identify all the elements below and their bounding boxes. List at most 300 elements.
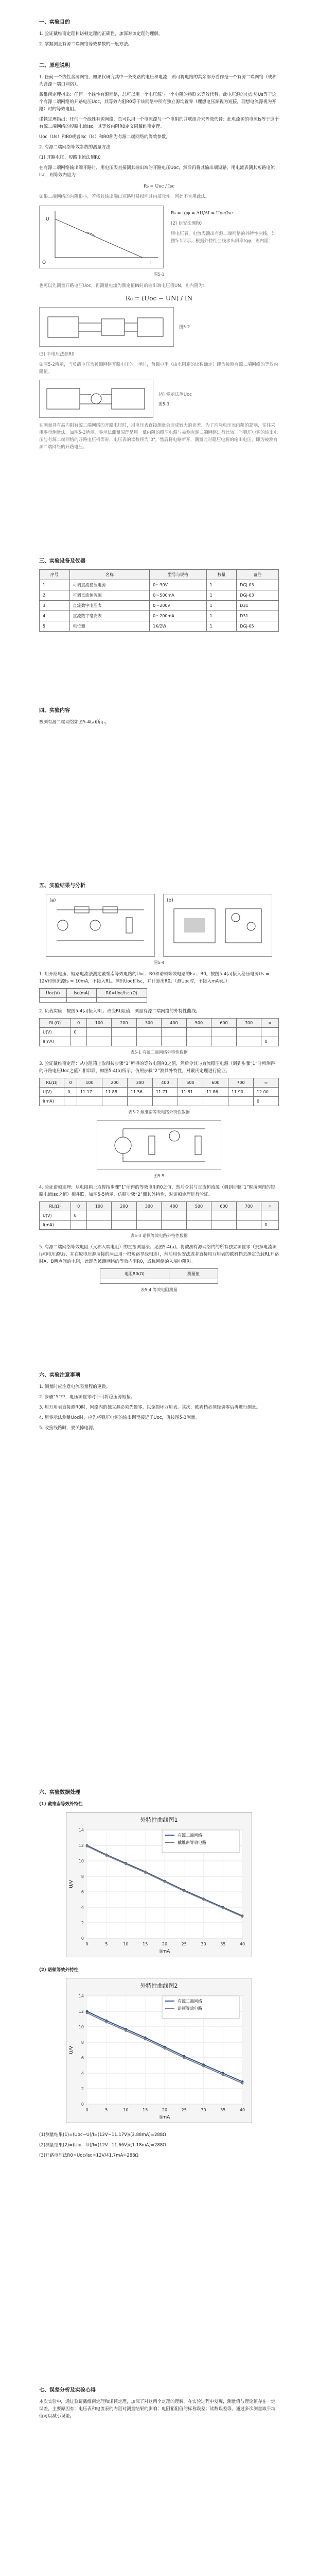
y-tick-label: 0 [81, 1936, 84, 1941]
table-cell [203, 1097, 228, 1106]
table-5-3 [39, 1201, 279, 1230]
section-4 [39, 706, 279, 729]
table-cell [86, 1028, 112, 1037]
table-header: 型号与规格 [150, 570, 206, 580]
series-point-1 [144, 1871, 147, 1874]
load-box [137, 318, 163, 336]
table-cell [211, 1211, 237, 1221]
section-title: 七、误差分析及实验心得 [39, 2387, 96, 2393]
paragraph: 4. 用零示法测量Uoc时，应先将稳压电源的输出调至接近于Uoc，再按图5-3测量。 [39, 1415, 200, 1420]
paragraph: 如图5-2所示，当负载电压为被测网络开路电压的一半时，负载电阻（由电阻箱的读数确定）即为被测有源二端网络的等效内阻值。 [39, 362, 278, 375]
figure-5-1 [39, 206, 164, 268]
table-caption: 表5-2 戴维南等效电路外特性数据 [128, 1110, 190, 1114]
table-cell: I(mA) [40, 1221, 71, 1230]
series-point-1 [105, 2021, 108, 2024]
table-header: 100 [86, 1202, 112, 1211]
table-cell [152, 1097, 178, 1106]
paragraph: 用电压表、电流表测出有源二端网络的外特性曲线，如图5-1所示。根据外特性曲线求出斜率tgφ，则内阻： [171, 231, 276, 244]
formula-tangent: R₀ = tgφ = ΔU/ΔI = Uoc/Isc [171, 211, 233, 216]
series-point-1 [222, 1907, 224, 1909]
table-header: 300 [127, 1078, 152, 1088]
formula-r0: R₀ = Uoc / Isc [143, 184, 175, 189]
table-cell: 4 [40, 611, 70, 621]
section-5 [39, 881, 279, 1298]
table-cell [112, 1037, 137, 1046]
chart-subtitle: (2) 诺顿等效外特性 [39, 1968, 79, 1973]
x-tick-label: 10 [123, 1942, 129, 1946]
figure-5-4a [46, 894, 155, 957]
table-header: 名称 [69, 570, 150, 580]
table-cell [228, 1097, 253, 1106]
paragraph: (2) 伏安法测R0 [171, 221, 202, 226]
y-tick-label: 2 [81, 2087, 84, 2091]
internal-resistor [149, 1136, 155, 1155]
table-cell [64, 1097, 77, 1106]
table-cell: 1 [206, 611, 237, 621]
series-point-1 [202, 1899, 205, 1901]
y-tick-label: 6 [81, 1890, 84, 1894]
x-tick-label: 20 [162, 1942, 168, 1946]
table-header: 200 [112, 1202, 137, 1211]
table-cell [186, 1221, 211, 1230]
meter-box [101, 319, 125, 335]
table-header: RL(Ω) [40, 1019, 71, 1028]
paragraph: 1. 用开路电压、短路电流法测定戴维南等效电路的Uoc、R0和诺顿等效电路的Isc、R0。按图5-4(a)接入稳压电源Us = 12V和恒流源Is = 10mA，不接入RL。测出Uoc和Isc，并计算出R0。（测Uoc时，不接入mA表。） [39, 972, 270, 984]
paragraph: (3) 半电压法测R0 [39, 352, 75, 357]
table-cell [211, 1221, 237, 1230]
table-cell: 11.71 [152, 1088, 178, 1097]
table-cell [136, 1211, 162, 1221]
figure-5-5 [97, 1120, 221, 1170]
voltage-source [58, 920, 68, 930]
x-tick-label: 5 [105, 2108, 108, 2112]
table-cell: 5 [40, 621, 70, 632]
table-cell [186, 1211, 211, 1221]
table-cell [236, 1221, 261, 1230]
section-line: 2. 掌握测量有源二端网络等效参数的一般方法。 [39, 42, 132, 47]
table-header: 500 [186, 1202, 211, 1211]
table-header: 200 [102, 1078, 127, 1088]
paragraph: 3. 用万用表直接测R0时，网络内的独立源必须先置零，以免损坏万用表。其次，欧姆档必须经调零后再进行测量。 [39, 1405, 261, 1410]
table-open-short [39, 988, 147, 1003]
voltmeter [91, 394, 101, 404]
series-point-1 [164, 2047, 166, 2050]
series-point-1 [125, 1863, 127, 1866]
x-tick-label: 30 [201, 1942, 206, 1946]
table-header: 700 [228, 1078, 253, 1088]
table-header: R0=Uoc/Isc (Ω) [96, 989, 147, 998]
table-header: 数量 [206, 570, 237, 580]
series-point-1 [86, 1845, 89, 1848]
table-cell [86, 1221, 112, 1230]
x-tick-label: 20 [162, 2108, 168, 2112]
table-header: 200 [112, 1019, 137, 1028]
paragraph: 在测量具有高内阻有源二端网络的开路电压时，用电压表直接测量会造成较大的误差。为了消除电压表内阻的影响，往往采用零示测量法，如图5-3所示。零示法测量原理是用一低内阻的稳压电源与被测有源二端网络进行比较，当稳压电源的输出电压与有源二端网络的开路电压相等时，电压表的读数将为"0"。然后将电路断开，测量此时稳压电源的输出电压，即为被测有源二端网络的开路电压。 [39, 423, 278, 450]
note-line: (3)开路电压法R0=Uoc/Isc=12V/41.7mA≈288Ω [39, 2153, 139, 2158]
table-row [40, 590, 279, 601]
table-cell: 0～500mA [150, 590, 206, 601]
figure-5-4b [163, 894, 272, 957]
table-cell [136, 1028, 162, 1037]
figure-caption: 图5-2 [179, 325, 190, 329]
figure-label-a: (a) [49, 898, 56, 903]
load-resistor [195, 1136, 201, 1155]
y-axis-label: U/V [69, 2046, 74, 2054]
table-header: RL(Ω) [40, 1202, 71, 1211]
table-row [40, 601, 279, 611]
table-cell [40, 998, 67, 1003]
table-header: ∞ [261, 1019, 279, 1028]
table-header: 100 [86, 1019, 112, 1028]
table-cell [112, 1211, 137, 1221]
table-cell [66, 998, 96, 1003]
paragraph: 1. 测量时应注意电流表量程的更换。 [39, 1384, 111, 1389]
x-tick-label: 5 [105, 1942, 108, 1946]
table-row [40, 1088, 279, 1097]
table-cell: D31 [237, 601, 279, 611]
table-header: 测量值 [169, 1269, 218, 1279]
table-cell [86, 1211, 112, 1221]
table-row [40, 1211, 279, 1221]
chart-title: 外特性曲线图2 [140, 1982, 178, 1989]
table-row [100, 1279, 218, 1284]
table-cell [136, 1037, 162, 1046]
table-cell [178, 1097, 203, 1106]
table-header: 备注 [237, 570, 279, 580]
table-cell: 1 [206, 580, 237, 590]
table-cell: D31 [237, 611, 279, 621]
section-3 [39, 556, 279, 632]
paragraph: 被测有源二端网络如图5-4(a)所示。 [39, 720, 110, 725]
x-tick-label: 40 [239, 2108, 245, 2112]
y-axis-label: U/V [69, 1880, 74, 1888]
table-cell: 11.56 [127, 1088, 152, 1097]
table-header: 400 [162, 1019, 187, 1028]
paragraph: (1) 开路电压、短路电流法测R0 [39, 155, 101, 160]
table-cell: DGJ-03 [237, 590, 279, 601]
table-caption: 表5-1 有源二端网络外特性数据 [130, 1050, 188, 1055]
y-tick-label: 4 [81, 2071, 84, 2076]
paragraph: 3. 验证戴维南定理：从电阻箱上取得按步骤“1”所得的等效电阻R0之值，然后令其与直流稳压电源（调到步骤“1”时所测得的开路电压Uoc之值）相串联，如图5-4(b)所示，仿照步骤“2”测其外特性，对戴氏定理进行验证。 [39, 1061, 275, 1074]
section-title: 六、实验注意事项 [39, 1372, 80, 1378]
table-cell [100, 1279, 169, 1284]
table-cell: 11.17 [77, 1088, 102, 1097]
table-cell: DGJ-03 [237, 580, 279, 590]
paragraph: (4) 零示法测Uoc [158, 392, 192, 397]
table-cell: I(mA) [40, 1097, 64, 1106]
table-row [40, 1028, 279, 1037]
measurement-box [225, 909, 261, 943]
paragraph: 如果二端网络的内阻很小，若将其输出端口短路则易损坏其内部元件，因此不宜用此法。 [39, 194, 210, 199]
x-tick-label: 25 [181, 1942, 187, 1946]
table-5-2 [39, 1078, 279, 1106]
table-cell: 11.86 [203, 1088, 228, 1097]
paragraph: 也可以先测量开路电压Uoc，再测量电流为额定值IN时的输出端电压值UN，则内阻为： [39, 283, 207, 289]
current-source [115, 1137, 131, 1154]
table-cell [162, 1211, 187, 1221]
paragraph: 1. 任何一个线性含源网络，如果仅研究其中一条支路的电压和电流，则可将电路的其余部分看作是一个有源二端网络（或称为含源一端口网络）。 [39, 75, 277, 87]
legend-label: 诺顿等效电路 [178, 2006, 202, 2011]
load-resistor [126, 918, 132, 933]
blurred-label [184, 918, 205, 933]
table-header: Uoc(V) [40, 989, 67, 998]
table-cell: I(mA) [40, 1037, 71, 1046]
table-cell [112, 1221, 137, 1230]
legend-label: 有源二端网络 [178, 1999, 202, 2004]
y-label: U [46, 217, 49, 222]
table-cell: 0 [253, 1097, 278, 1106]
table-cell: 0～200V [150, 601, 206, 611]
table-header: 0 [64, 1078, 77, 1088]
table-header: 300 [136, 1202, 162, 1211]
x-tick-label: 0 [85, 1942, 89, 1946]
table-cell [186, 1028, 211, 1037]
x-tick-label: 15 [143, 1942, 148, 1946]
x-tick-label: 30 [201, 2108, 206, 2112]
y-tick-label: 2 [81, 1921, 84, 1925]
table-5-1 [39, 1018, 279, 1046]
table-cell [102, 1097, 127, 1106]
table-cell [169, 1279, 218, 1284]
table-header: 500 [178, 1078, 203, 1088]
table-header: ∞ [261, 1202, 279, 1211]
y-tick-label: 4 [81, 1905, 84, 1910]
paragraph: Uoc（Us）和R0或者Isc（Is）和R0称为有源二端网络的等效参数。 [39, 134, 170, 140]
series-point-1 [183, 2057, 185, 2059]
table-cell: 0 [64, 1088, 77, 1097]
paragraph: 本次实验中，通过验证戴维南定理和诺顿定理，加深了对这两个定理的理解。在实验过程中发现，测量值与理论值存在一定误差，主要原因有：电压表和电流表的内阻对测量结果的影响；电阻箱阻值的标称误差；读数误差等。通过多次测量取平均值可以减小误差。 [39, 2399, 276, 2419]
table-5-4 [100, 1268, 218, 1284]
legend-label: 有源二端网络 [178, 1833, 202, 1838]
chart-1 [66, 1812, 252, 1957]
chart-title: 外特性曲线图1 [140, 1817, 178, 1823]
table-header: 电阻R0(Ω) [100, 1269, 169, 1279]
table-row [40, 611, 279, 621]
table-cell: 1 [206, 590, 237, 601]
y-tick-label: 14 [78, 1828, 84, 1833]
network-box [47, 388, 80, 409]
table-cell [236, 1037, 261, 1046]
x-tick-label: 35 [220, 2108, 226, 2112]
supply-box [112, 388, 145, 409]
table-header: 500 [186, 1019, 211, 1028]
iv-line [55, 219, 143, 258]
table-cell: U(V) [40, 1088, 64, 1097]
table-cell: 直流数字毫安表 [69, 611, 150, 621]
table-cell [162, 1028, 187, 1037]
table-header: 序号 [40, 570, 70, 580]
figure-caption: 图5-5 [153, 1174, 165, 1178]
table-cell: U(V) [40, 1211, 71, 1221]
paragraph: 2. 有源二端网络等效参数的测量方法 [39, 145, 111, 150]
ammeter [169, 1131, 180, 1141]
section-title: 一、实验目的 [39, 20, 70, 25]
table-cell: 11.88 [102, 1088, 127, 1097]
table-cell: DGJ-05 [237, 621, 279, 632]
table-cell [162, 1221, 187, 1230]
table-header: 700 [236, 1202, 261, 1211]
table-cell [211, 1028, 237, 1037]
figure-5-2 [39, 307, 174, 347]
table-cell [162, 1037, 187, 1046]
table-cell [70, 1221, 86, 1230]
table-cell: 0 [70, 1028, 86, 1037]
equipment-table [39, 569, 279, 632]
table-row [40, 1097, 279, 1106]
figure-label-b: (b) [167, 898, 173, 903]
paragraph: 在有源二端网络输出端开路时，用电压表直接测其输出端的开路电压Uoc，然后再将其输出端短路，用电流表测其短路电流Isc，则等效内阻为： [39, 165, 275, 178]
section-line: 1. 验证戴维南定理和诺顿定理的正确性，加深对该定理的理解。 [39, 31, 163, 37]
table-cell: 1K/2W [150, 621, 206, 632]
y-tick-label: 10 [78, 2025, 84, 2029]
table-cell: 0～200mA [150, 611, 206, 621]
x-tick-label: 35 [220, 1942, 226, 1946]
table-row [40, 1037, 279, 1046]
series-point-1 [164, 1880, 166, 1883]
series-point-1 [125, 2029, 127, 2032]
section-7 [39, 1788, 279, 2162]
current-source [90, 920, 100, 930]
series-point-1 [241, 2082, 244, 2084]
table-cell [77, 1097, 102, 1106]
table-header: 400 [152, 1078, 178, 1088]
table-cell: 可调直流稳压电源 [69, 580, 150, 590]
y-tick-label: 8 [81, 1874, 84, 1879]
x-tick-label: 25 [181, 2108, 187, 2112]
y-tick-label: 6 [81, 2056, 84, 2060]
section-title: 五、实验结果与分析 [39, 883, 85, 889]
x-axis-label: I/mA [159, 1949, 170, 1954]
series-point-1 [86, 2012, 89, 2014]
formula-halfvoltage: R₀ = (Uoc − UN) / IN [125, 295, 193, 302]
table-header: 300 [136, 1019, 162, 1028]
table-row [40, 621, 279, 632]
section-title: 三、实验设备及仪器 [39, 558, 85, 564]
table-row [40, 1221, 279, 1230]
table-cell [261, 1211, 279, 1221]
note-line: (2)测量结果(2)=(Uoc−U)/I=(12V−11.66V)/(1.18mA)=288Ω [39, 2143, 166, 2148]
y-tick-label: 8 [81, 2040, 84, 2045]
table-cell [86, 1037, 112, 1046]
origin-label: O [42, 260, 46, 265]
voltmeter [247, 922, 255, 930]
table-cell: 11.81 [178, 1088, 203, 1097]
table-cell: 0 [70, 1211, 86, 1221]
table-cell: 0 [261, 1037, 279, 1046]
section-title: 二、原理说明 [39, 63, 70, 69]
x-label: I [150, 260, 152, 265]
table-cell: 0～30V [150, 580, 206, 590]
paragraph: 4. 验证诺顿定理：从电阻箱上取得按步骤“1”所得的等效电阻R0之值，然后令其与直流恒流源（调到步骤“1”时所测得的短路电流Isc之值）相并联，如图5-5所示，仿照步骤“2”测其外特性，对诺顿定理进行验证。 [39, 1185, 275, 1197]
table-header: 700 [236, 1019, 261, 1028]
table-header: 600 [203, 1078, 228, 1088]
table-cell: 0 [261, 1221, 279, 1230]
y-tick-label: 0 [81, 2102, 84, 2107]
y-tick-label: 12 [78, 2009, 84, 2014]
table-header: 600 [211, 1202, 237, 1211]
section-2 [39, 61, 279, 454]
series-point-1 [105, 1854, 108, 1857]
figure-caption: 图5-3 [158, 401, 170, 406]
network-box [48, 317, 79, 337]
section-title: 四、实验内容 [39, 708, 70, 714]
figure-caption: 图5-1 [153, 272, 165, 277]
table-cell: 12.00 [253, 1088, 278, 1097]
table-cell: 直流数字电压表 [69, 601, 150, 611]
table-header: ∞ [253, 1078, 278, 1088]
table-header: 400 [162, 1202, 187, 1211]
section-6 [39, 1370, 279, 1435]
series-point-1 [144, 2038, 147, 2041]
table-cell: 可调直流恒流源 [69, 590, 150, 601]
table-cell: 1 [40, 580, 70, 590]
y-tick-label: 10 [78, 1859, 84, 1863]
x-tick-label: 40 [239, 1942, 245, 1946]
table-cell: 11.90 [228, 1088, 253, 1097]
paragraph: 诺顿定理指出：任何一个线性有源网络，总可以用一个电流源与一个电阻的并联组合来等效代替；此电流源的电流Is等于这个有源二端网络的短路电流Isc，其等效内阻R0定义同戴维南定理。 [39, 117, 279, 129]
table-header: 600 [211, 1019, 237, 1028]
table-header: Isc(mA) [66, 989, 96, 998]
table-cell [211, 1037, 237, 1046]
section-1 [39, 18, 279, 51]
table-cell [70, 1037, 86, 1046]
table-header: RL(Ω) [40, 1078, 64, 1088]
table-cell [127, 1097, 152, 1106]
table-cell: 1 [206, 621, 237, 632]
table-caption: 表5-3 诺顿等效电路外特性数据 [130, 1233, 188, 1238]
paragraph: 5. 改接线路时，要关掉电源。 [39, 1426, 97, 1431]
paragraph: 2. 负载实验：按图5-4(a)接入RL。改变RL阻值，测量有源二端网络的外特性曲线。 [39, 1009, 200, 1014]
table-cell: 3 [40, 601, 70, 611]
x-tick-label: 15 [143, 2108, 148, 2112]
table-cell [112, 1028, 137, 1037]
x-tick-label: 10 [123, 2108, 129, 2112]
section-title: 六、实验数据处理 [39, 1790, 80, 1795]
table-cell [136, 1221, 162, 1230]
chart-2 [66, 1978, 252, 2123]
series-point-1 [183, 1890, 185, 1892]
x-axis-label: I/mA [159, 2115, 170, 2120]
y-tick-label: 12 [78, 1843, 84, 1848]
table-header: 100 [77, 1078, 102, 1088]
section-8 [39, 2385, 279, 2423]
paragraph: 2. 步骤“5”中，电压源置零时不可将稳压源短接。 [39, 1395, 135, 1400]
note-line: (1)测量结果(1)=(Uoc−U)/I=(12V−11.17V)/(2.88mA)=288Ω [39, 2132, 166, 2138]
series-point-1 [202, 2065, 205, 2067]
x-tick-label: 0 [85, 2108, 89, 2112]
table-cell: 2 [40, 590, 70, 601]
table-cell [261, 1028, 279, 1037]
paragraph: 5. 有源二端网络等效电阻（又称入端电阻）的直接测量法。见图5-4(a)。将被测有源网络内的所有独立源置零（去掉电流源Is和电压源Us，并在原电压源所接的两点用一根短路导线相连），然后用伏安法或者直接用万用表的欧姆档去测定负载RL开路时A、B两点间的电阻，此即为被测网络的等效内阻R0，或称网络的入端电阻Ri。 [39, 1245, 279, 1264]
table-cell: U(V) [40, 1028, 71, 1037]
table-cell [236, 1211, 261, 1221]
table-row [40, 998, 147, 1003]
table-cell [96, 998, 147, 1003]
table-cell: 1 [206, 601, 237, 611]
table-row [40, 580, 279, 590]
paragraph: 戴维南定理指出：任何一个线性有源网络，总可以用一个电压源与一个电阻的串联来等效代替，此电压源的电动势Us等于这个有源二端网络的开路电压Uoc，其等效内阻R0等于该网络中所有独立源均置零（理想电压源视为短接，理想电流源视为开路）时的等效电阻。 [39, 92, 277, 112]
table-caption: 表5-4 等效电阻测量 [140, 1287, 178, 1292]
series-point-1 [222, 2074, 224, 2076]
figure-caption: 图5-4 [153, 960, 165, 965]
series-point-1 [241, 1916, 244, 1918]
figure-5-3 [39, 380, 153, 418]
table-cell: 电位器 [69, 621, 150, 632]
y-tick-label: 14 [78, 1994, 84, 1998]
table-header: 0 [70, 1019, 86, 1028]
chart-subtitle: (1) 戴维南等效外特性 [39, 1802, 83, 1807]
table-header: 0 [70, 1202, 86, 1211]
